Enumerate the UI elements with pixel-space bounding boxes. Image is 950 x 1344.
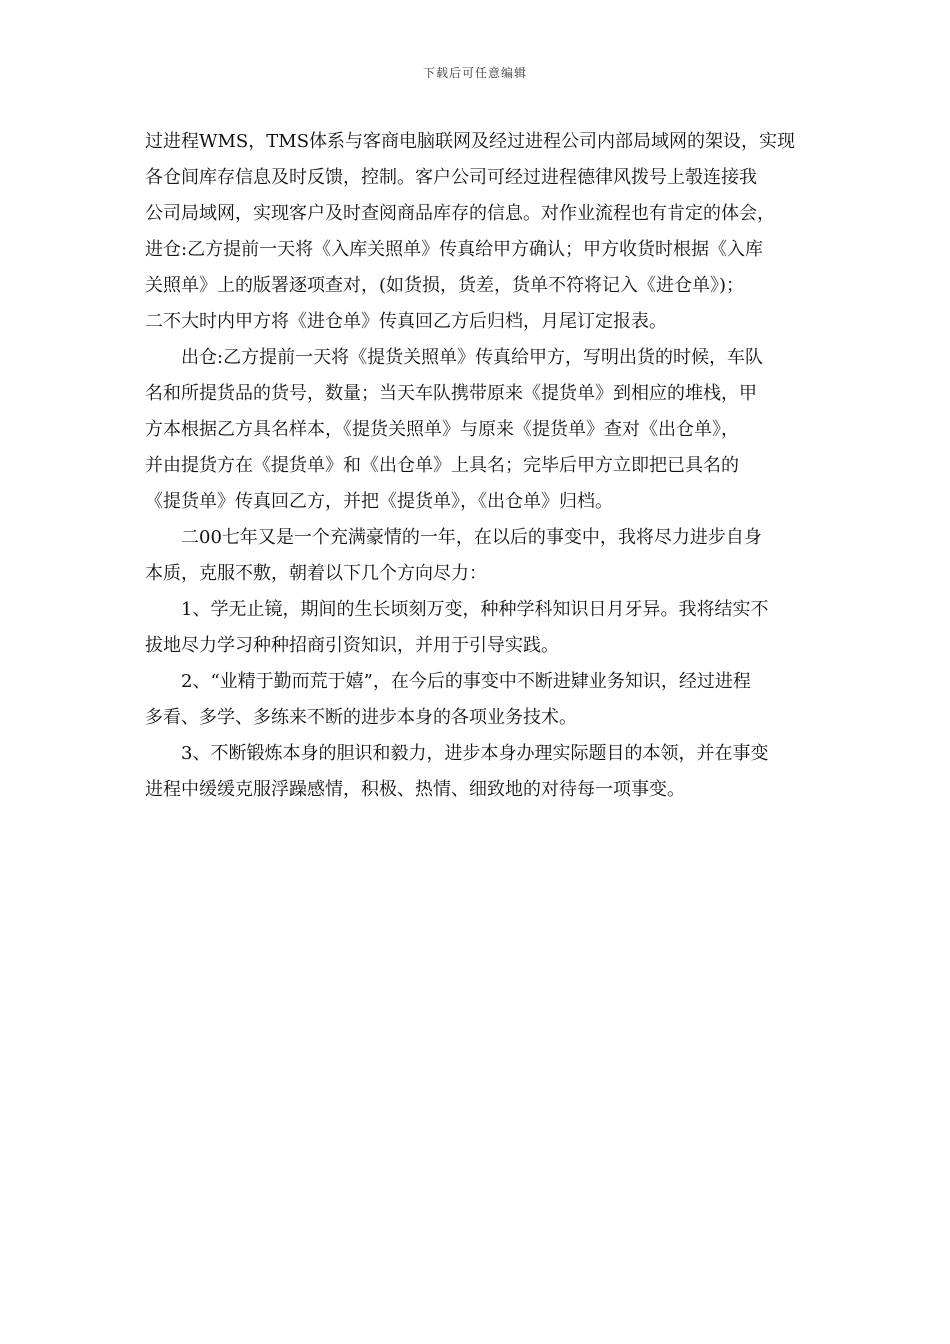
text-line: 并由提货方在《提货单》和《出仓单》上具名；完毕后甲方立即把已具名的 [145,455,739,476]
text-line: 方本根据乙方具名样本，《提货关照单》与原来《提货单》查对《出仓单》， [145,419,739,440]
text-line: 关照单》上的版署逐项查对，(如货损，货差，货单不符将记入《进仓单》)； [145,275,745,296]
text-line: 进仓:乙方提前一天将《入库关照单》传真给甲方确认；甲方收货时根据《入库 [145,239,764,260]
document-body [145,124,815,808]
text-line: 二00七年又是一个充满豪情的一年，在以后的事变中，我将尽力进步自身 [145,527,762,548]
text-line: 过进程WMS，TMS体系与客商电脑联网及经过进程公司内部局域网的架设，实现 [145,131,796,152]
text-line: 二不大时内甲方将《进仓单》传真回乙方后归档，月尾订定报表。 [145,311,667,332]
text-line: 多看、多学、多练来不断的进步本身的各项业务技术。 [145,707,577,728]
text-line: 各仓间库存信息及时反馈，控制。客户公司可经过进程德律风拨号上彀连接我 [145,167,757,188]
text-line: 1、学无止镜，期间的生长顷刻万变，种种学科知识日月牙异。我将结实不 [145,599,769,620]
page-header: 下载后可任意编辑 [422,66,527,80]
text-line: 2、“业精于勤而荒于嬉”，在今后的事变中不断进肄业务知识，经过进程 [145,671,751,692]
text-line: 《提货单》传真回乙方，并把《提货单》，《出仓单》归档。 [145,491,613,512]
text-line: 3、不断锻炼本身的胆识和毅力，进步本身办理实际题目的本领，并在事变 [145,743,769,764]
text-line: 出仓:乙方提前一天将《提货关照单》传真给甲方，写明出货的时候，车队 [145,347,764,368]
text-line: 本质，克服不敷，朝着以下几个方向尽力： [145,563,487,584]
text-line: 进程中缓缓克服浮躁感情，积极、热情、细致地的对待每一项事变。 [145,779,685,800]
text-line: 拔地尽力学习种种招商引资知识，并用于引导实践。 [145,635,559,656]
text-line: 名和所提货品的货号，数量；当天车队携带原来《提货单》到相应的堆栈，甲 [145,383,757,404]
text-line: 公司局域网，实现客户及时查阅商品库存的信息。对作业流程也有肯定的体会， [145,203,775,224]
